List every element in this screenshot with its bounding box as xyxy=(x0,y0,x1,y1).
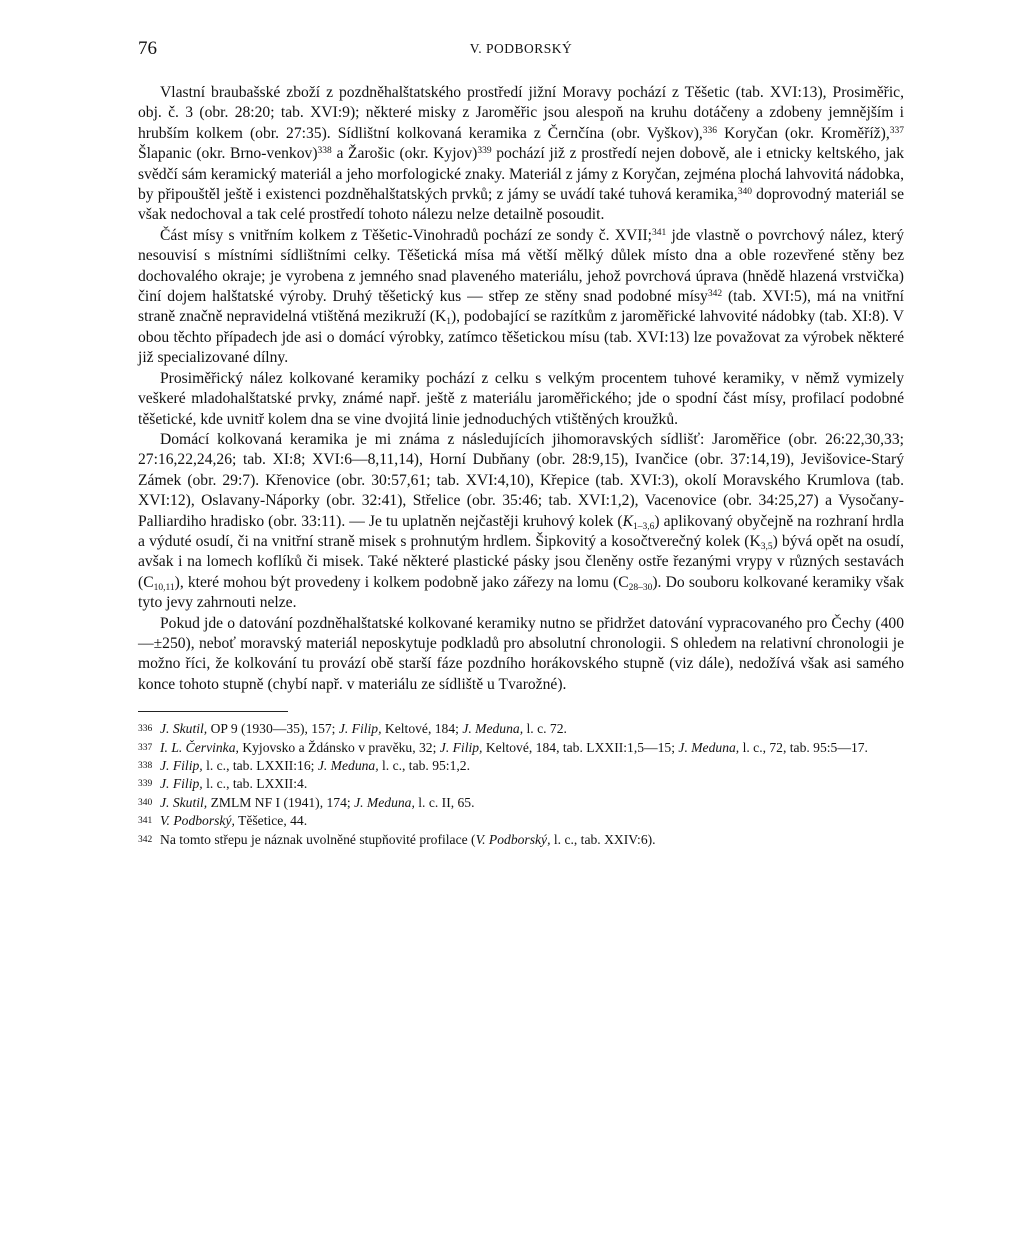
text-run: Šlapanic (okr. Brno-venkov) xyxy=(138,145,318,163)
text-run: J. Filip, xyxy=(160,776,203,792)
footnote-text xyxy=(160,794,904,812)
text-run: a Žarošic (okr. Kyjov) xyxy=(331,145,478,163)
text-run: doprovodný materiál se však nedochoval a tak celé prostředí tohoto nálezu nelze detailně posoudit. xyxy=(138,186,904,224)
text-run: l. c., tab. LXXII:16; xyxy=(202,758,318,773)
page xyxy=(138,38,904,849)
footnote xyxy=(138,757,904,775)
page-header xyxy=(138,38,904,64)
footnote-text xyxy=(160,812,904,830)
paragraph-p3 xyxy=(138,369,904,430)
footnote-number: 342 xyxy=(138,834,153,845)
text-run: ), podobající se razítkům z jaroměřické lahvovité nádobky (tab. XI:8). V obou těchto případech jde asi o domácí výrobky, zatímco těšetickou mísu (tab. XVI:13) lze považovat za výrobek některé již specializované dílny. xyxy=(138,308,904,367)
text-run: Koryčan (okr. Kroměříž), xyxy=(717,124,890,142)
text-run: l. c., 72, tab. 95:5—17. xyxy=(739,739,868,755)
footnote xyxy=(138,775,904,793)
footnote-divider xyxy=(138,711,288,712)
text-run: J. Filip, xyxy=(439,739,483,755)
footnote xyxy=(138,812,904,830)
footnote-text xyxy=(160,739,904,757)
text-run: ) bývá opět na osudí, avšak i na lomech koflíků či misek. Také některé plastické pásky jsou členěny ostře řezanými vrypy v různých sestavách (C xyxy=(138,532,904,591)
footnote-text xyxy=(160,757,904,775)
text-run: V. Podborský, xyxy=(160,813,235,829)
text-run: J. Meduna, xyxy=(354,794,415,810)
text-run: l. c. II, 65. xyxy=(414,794,475,810)
text-run: Keltové, 184; xyxy=(381,721,463,737)
text-run: J. Filip, xyxy=(160,758,203,773)
page-number: 76 xyxy=(138,38,157,59)
text-run: V. Podborský, xyxy=(475,831,551,847)
footnote xyxy=(138,720,904,738)
subscript: 28–30 xyxy=(628,582,653,593)
text-run: (tab. XVI:5), má na vnitřní straně značně nepravidelná vtištěná mezikruží (K xyxy=(138,288,904,326)
text-run: Vlastní braubašské zboží z pozdněhalštatského prostředí jižní Moravy pochází z Těšetic (tab. XVI:13), Prosiměřic, obj. č. 3 (obr. 28:20; tab. XVI:9); některé misky z Jaroměřic jsou alespoň na kruhu dotáčeny a zdobeny jemnějším i hrubším kolkem (obr. 27:35). Sídlištní kolkovaná keramika z Černčína (obr. Vyškov), xyxy=(138,84,904,142)
paragraph-p1 xyxy=(138,83,904,226)
text-run: Část mísy s vnitřním kolkem z Těšetic-Vinohradů pochází ze sondy č. XVII; xyxy=(160,226,653,244)
footnote-number: 339 xyxy=(138,779,153,790)
footnote-number: 337 xyxy=(138,742,153,753)
text-run: J. Skutil, xyxy=(160,721,208,737)
footnote-text xyxy=(160,720,904,738)
text-run: Prosiměřický nález kolkované keramiky pochází z celku s velkým procentem tuhové keramiky, v němž vymizely veškeré mladohalštatské prvky, známé např. ještě z materiálu jaroměřického; jde o spodní část mísy, profilací podobné těšetické, kde uvnitř kolem dna se vine dvojitá linie jednoduchých vtištěných kroužků. xyxy=(138,369,904,428)
paragraph-p4 xyxy=(138,430,904,614)
text-run: ), které mohou být provedeny i kolkem podobně jako zářezy na lomu (C xyxy=(174,573,629,591)
paragraph-p2 xyxy=(138,226,904,369)
text-run: J. Meduna, xyxy=(317,758,379,773)
text-run: l. c., tab. LXXII:4. xyxy=(202,776,308,792)
text-run: jde vlastně o povrchový nález, který nesouvisí s místními sídlištními celky. Těšetická mísa má větší mělký důlek místo dna a oble rozevřené stěny bez dochovalého okraje; je vyrobena z jemného snad plaveného materiálu, jehož povrchová úprava (hnědě hlazená vrstvička) činí dojem halštatské výroby. Druhý těšetický kus — střep ze stěny snad podobné mísy xyxy=(138,226,904,306)
footnote-number: 336 xyxy=(138,724,153,735)
text-run: ZMLM NF I (1941), 174; xyxy=(207,794,355,810)
footnote xyxy=(138,739,904,757)
footnote-ref: 338 xyxy=(317,146,332,157)
subscript: 3,5 xyxy=(760,541,773,552)
subscript: 1 xyxy=(446,317,451,328)
running-head: V. PODBORSKÝ xyxy=(469,41,573,56)
footnote-number: 341 xyxy=(138,816,153,827)
subscript: 1–3,6 xyxy=(633,521,655,532)
footnote-text xyxy=(160,831,904,849)
footnote-ref: 337 xyxy=(889,125,904,136)
text-run: Na tomto střepu je náznak uvolněné stupňovité profilace ( xyxy=(160,831,476,847)
footnote-ref: 339 xyxy=(477,146,492,157)
text-run: I. L. Červinka, xyxy=(160,739,239,755)
footnote-ref: 340 xyxy=(737,187,752,198)
text-run: l. c., tab. XXIV:6). xyxy=(550,831,656,847)
text-run: l. c. 72. xyxy=(523,721,567,737)
footnote xyxy=(138,794,904,812)
text-run: Keltové, 184, tab. LXXII:1,5—15; xyxy=(482,739,679,755)
text-run: J. Meduna, xyxy=(678,739,740,755)
footnote-text xyxy=(160,775,904,793)
text-run: Kyjovsko a Ždánsko v pravěku, 32; xyxy=(238,739,440,755)
footnote-number: 340 xyxy=(138,797,153,808)
text-run: K xyxy=(622,512,633,530)
footnote-ref: 342 xyxy=(707,289,723,300)
text-run: ). Do souboru kolkované keramiky však tyto jevy zahrnouti nelze. xyxy=(138,573,904,612)
text-run: Domácí kolkovaná keramika je mi známa z následujících jihomoravských sídlišť: Jaroměřice (obr. 26:22,30,33; 27:16,22,24,26; tab. XI:8; XVI:6—8,11,14), Horní Dubňany (obr. 28:9,15), Ivančice (obr. 37:14,19), Jevišovice-Starý Zámek (obr. 29:7). Křenovice (obr. 30:57,61; tab. XVI:4,10), Křepice (tab. XVI:3), okolí Moravského Krumlova (tab. XVI:12), Oslavany-Náporky (obr. 32:41), Střelice (obr. 35:46; tab. XVI:1,2), Vacenovice (obr. 34:25,27) a Vysočany-Palliardiho hradisko (obr. 33:11). — Je tu uplatněn nejčastěji kruhový kolek ( xyxy=(138,430,904,530)
text-run: Pokud jde o datování pozdněhalštatské kolkované keramiky nutno se přidržet datování vypracovaného pro Čechy (400—±250), neboť moravský materiál neposkytuje podkladů pro absolutní chronologii. S ohledem na relativní chronologii je možno říci, že kolkování tu provází obě starší fáze pozdního horákovského stupně (viz dále), nedožívá však asi samého konce tohoto stupně (chybí např. v materiálu ze sídliště u Tvarožné). xyxy=(138,614,904,693)
text-run: J. Meduna, xyxy=(462,721,524,737)
footnote-number: 338 xyxy=(138,761,153,771)
text-run: Těšetice, 44. xyxy=(234,813,308,829)
footnote xyxy=(138,831,904,849)
subscript: 10,11 xyxy=(153,582,175,593)
paragraph-p5 xyxy=(138,614,904,696)
footnotes xyxy=(138,720,904,849)
text-run: ) aplikovaný obyčejně na rozhraní hrdla a výduté osudí, či na vnitřní straně misek s prohnutým hrdlem. Šipkovitý a kosočtverečný kolek (K xyxy=(138,512,904,550)
text-run: J. Skutil, xyxy=(160,794,208,810)
text-run: J. Filip, xyxy=(338,721,382,737)
footnote-ref: 341 xyxy=(652,227,667,238)
body-text xyxy=(138,83,904,695)
text-run: OP 9 (1930—35), 157; xyxy=(207,721,339,737)
text-run: l. c., tab. 95:1,2. xyxy=(378,758,470,773)
footnote-ref: 336 xyxy=(702,125,718,136)
text-run: pochází již z prostředí nejen dobově, ale i etnicky keltského, jak svědčí sám keramický materiál a jeho morfologické znaky. Materiál z jámy z Koryčan, zejména plochá lahvovitá nádobka, by připouštěl ještě i existenci pozdněhalštatských prvků; z jámy se uvádí také tuhová keramika, xyxy=(138,145,905,204)
